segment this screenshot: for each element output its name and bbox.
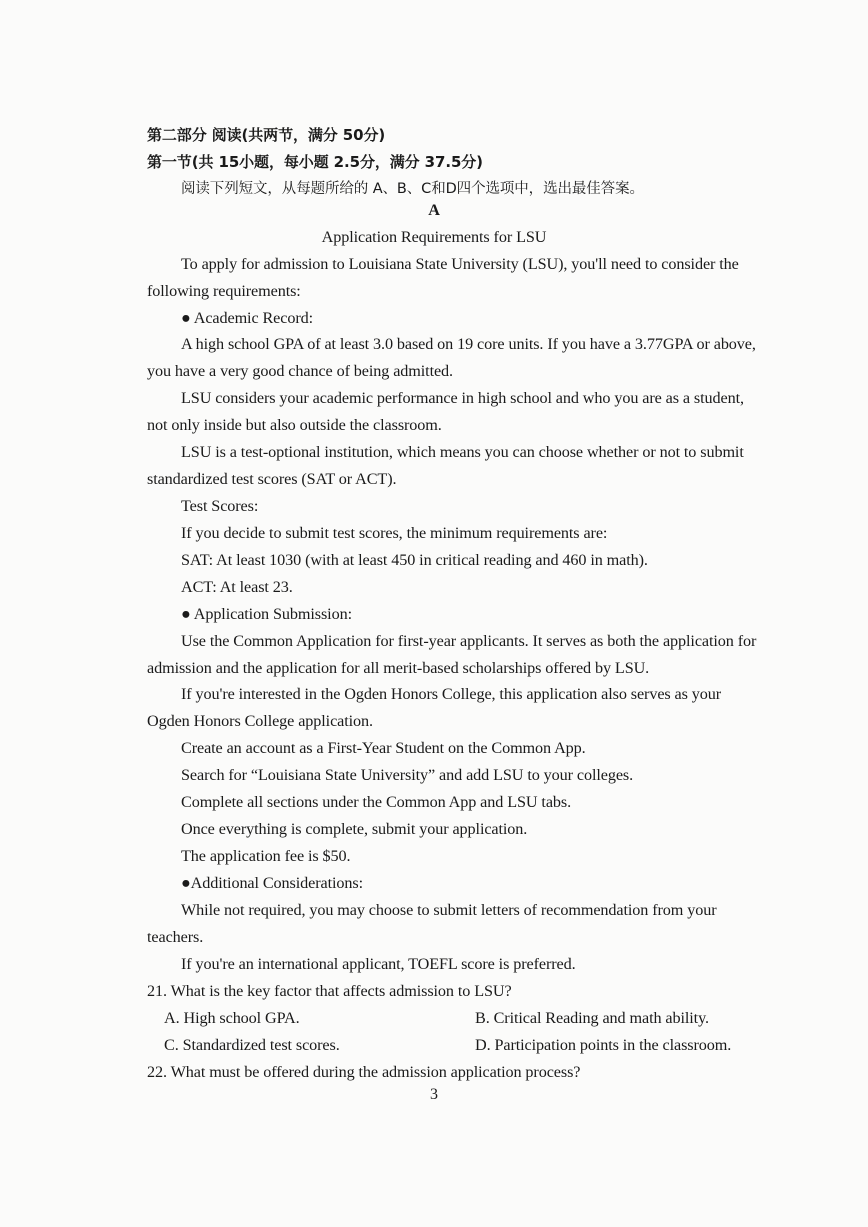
part-title: 第二部分 阅读(共两节，满分 50分) xyxy=(147,126,386,144)
instructions: 阅读下列短文，从每题所给的 A、B、C和D四个选项中，选出最佳答案。 xyxy=(181,181,644,197)
passage-line: ●Additional Considerations: xyxy=(181,874,363,892)
passage-line: Test Scores: xyxy=(181,497,259,515)
passage-line: admission and the application for all merit-based scholarships offered by LSU. xyxy=(147,659,650,677)
passage-line: standardized test scores (SAT or ACT). xyxy=(147,470,397,488)
passage-line: To apply for admission to Louisiana State University (LSU), you'll need to consider the xyxy=(181,255,739,273)
question-option: A. High school GPA. xyxy=(164,1009,300,1027)
passage-line: ● Application Submission: xyxy=(181,605,352,623)
question-option: D. Participation points in the classroom. xyxy=(475,1036,732,1054)
passage-line: If you decide to submit test scores, the minimum requirements are: xyxy=(181,524,608,542)
passage-line: LSU considers your academic performance in high school and who you are as a student, xyxy=(181,389,744,407)
passage-line: Once everything is complete, submit your application. xyxy=(181,820,528,838)
passage-line: SAT: At least 1030 (with at least 450 in critical reading and 460 in math). xyxy=(181,551,648,569)
question-stem: 22. What must be offered during the admission application process? xyxy=(147,1063,581,1081)
passage-line: following requirements: xyxy=(147,282,301,300)
passage-line: A high school GPA of at least 3.0 based on 19 core units. If you have a 3.77GPA or above, xyxy=(181,335,756,353)
section-title: 第一节(共 15小题，每小题 2.5分，满分 37.5分) xyxy=(147,153,483,171)
passage-line: If you're interested in the Ogden Honors College, this application also serves as your xyxy=(181,685,722,703)
passage-line: If you're an international applicant, TOEFL score is preferred. xyxy=(181,955,576,973)
question-option: C. Standardized test scores. xyxy=(164,1036,340,1054)
passage-line: not only inside but also outside the classroom. xyxy=(147,416,442,434)
passage-letter: A xyxy=(428,201,440,219)
question-stem: 21. What is the key factor that affects admission to LSU? xyxy=(147,982,512,1000)
question-option: B. Critical Reading and math ability. xyxy=(475,1009,709,1027)
passage-line: ACT: At least 23. xyxy=(181,578,293,596)
passage-line: Search for “Louisiana State University” and add LSU to your colleges. xyxy=(181,766,634,784)
passage-line: teachers. xyxy=(147,928,204,946)
passage-line: The application fee is $50. xyxy=(181,847,351,865)
passage-line: Use the Common Application for first-year applicants. It serves as both the application for xyxy=(181,632,757,650)
passage-line: ● Academic Record: xyxy=(181,309,314,327)
passage-line: Create an account as a First-Year Student on the Common App. xyxy=(181,739,586,757)
passage-line: Ogden Honors College application. xyxy=(147,712,373,730)
passage-line: LSU is a test-optional institution, which means you can choose whether or not to submit xyxy=(181,443,744,461)
passage-title: Application Requirements for LSU xyxy=(321,228,547,246)
passage-line: you have a very good chance of being admitted. xyxy=(147,362,453,380)
page-number: 3 xyxy=(430,1086,438,1103)
passage-line: While not required, you may choose to submit letters of recommendation from your xyxy=(181,901,717,919)
passage-line: Complete all sections under the Common App and LSU tabs. xyxy=(181,793,572,811)
